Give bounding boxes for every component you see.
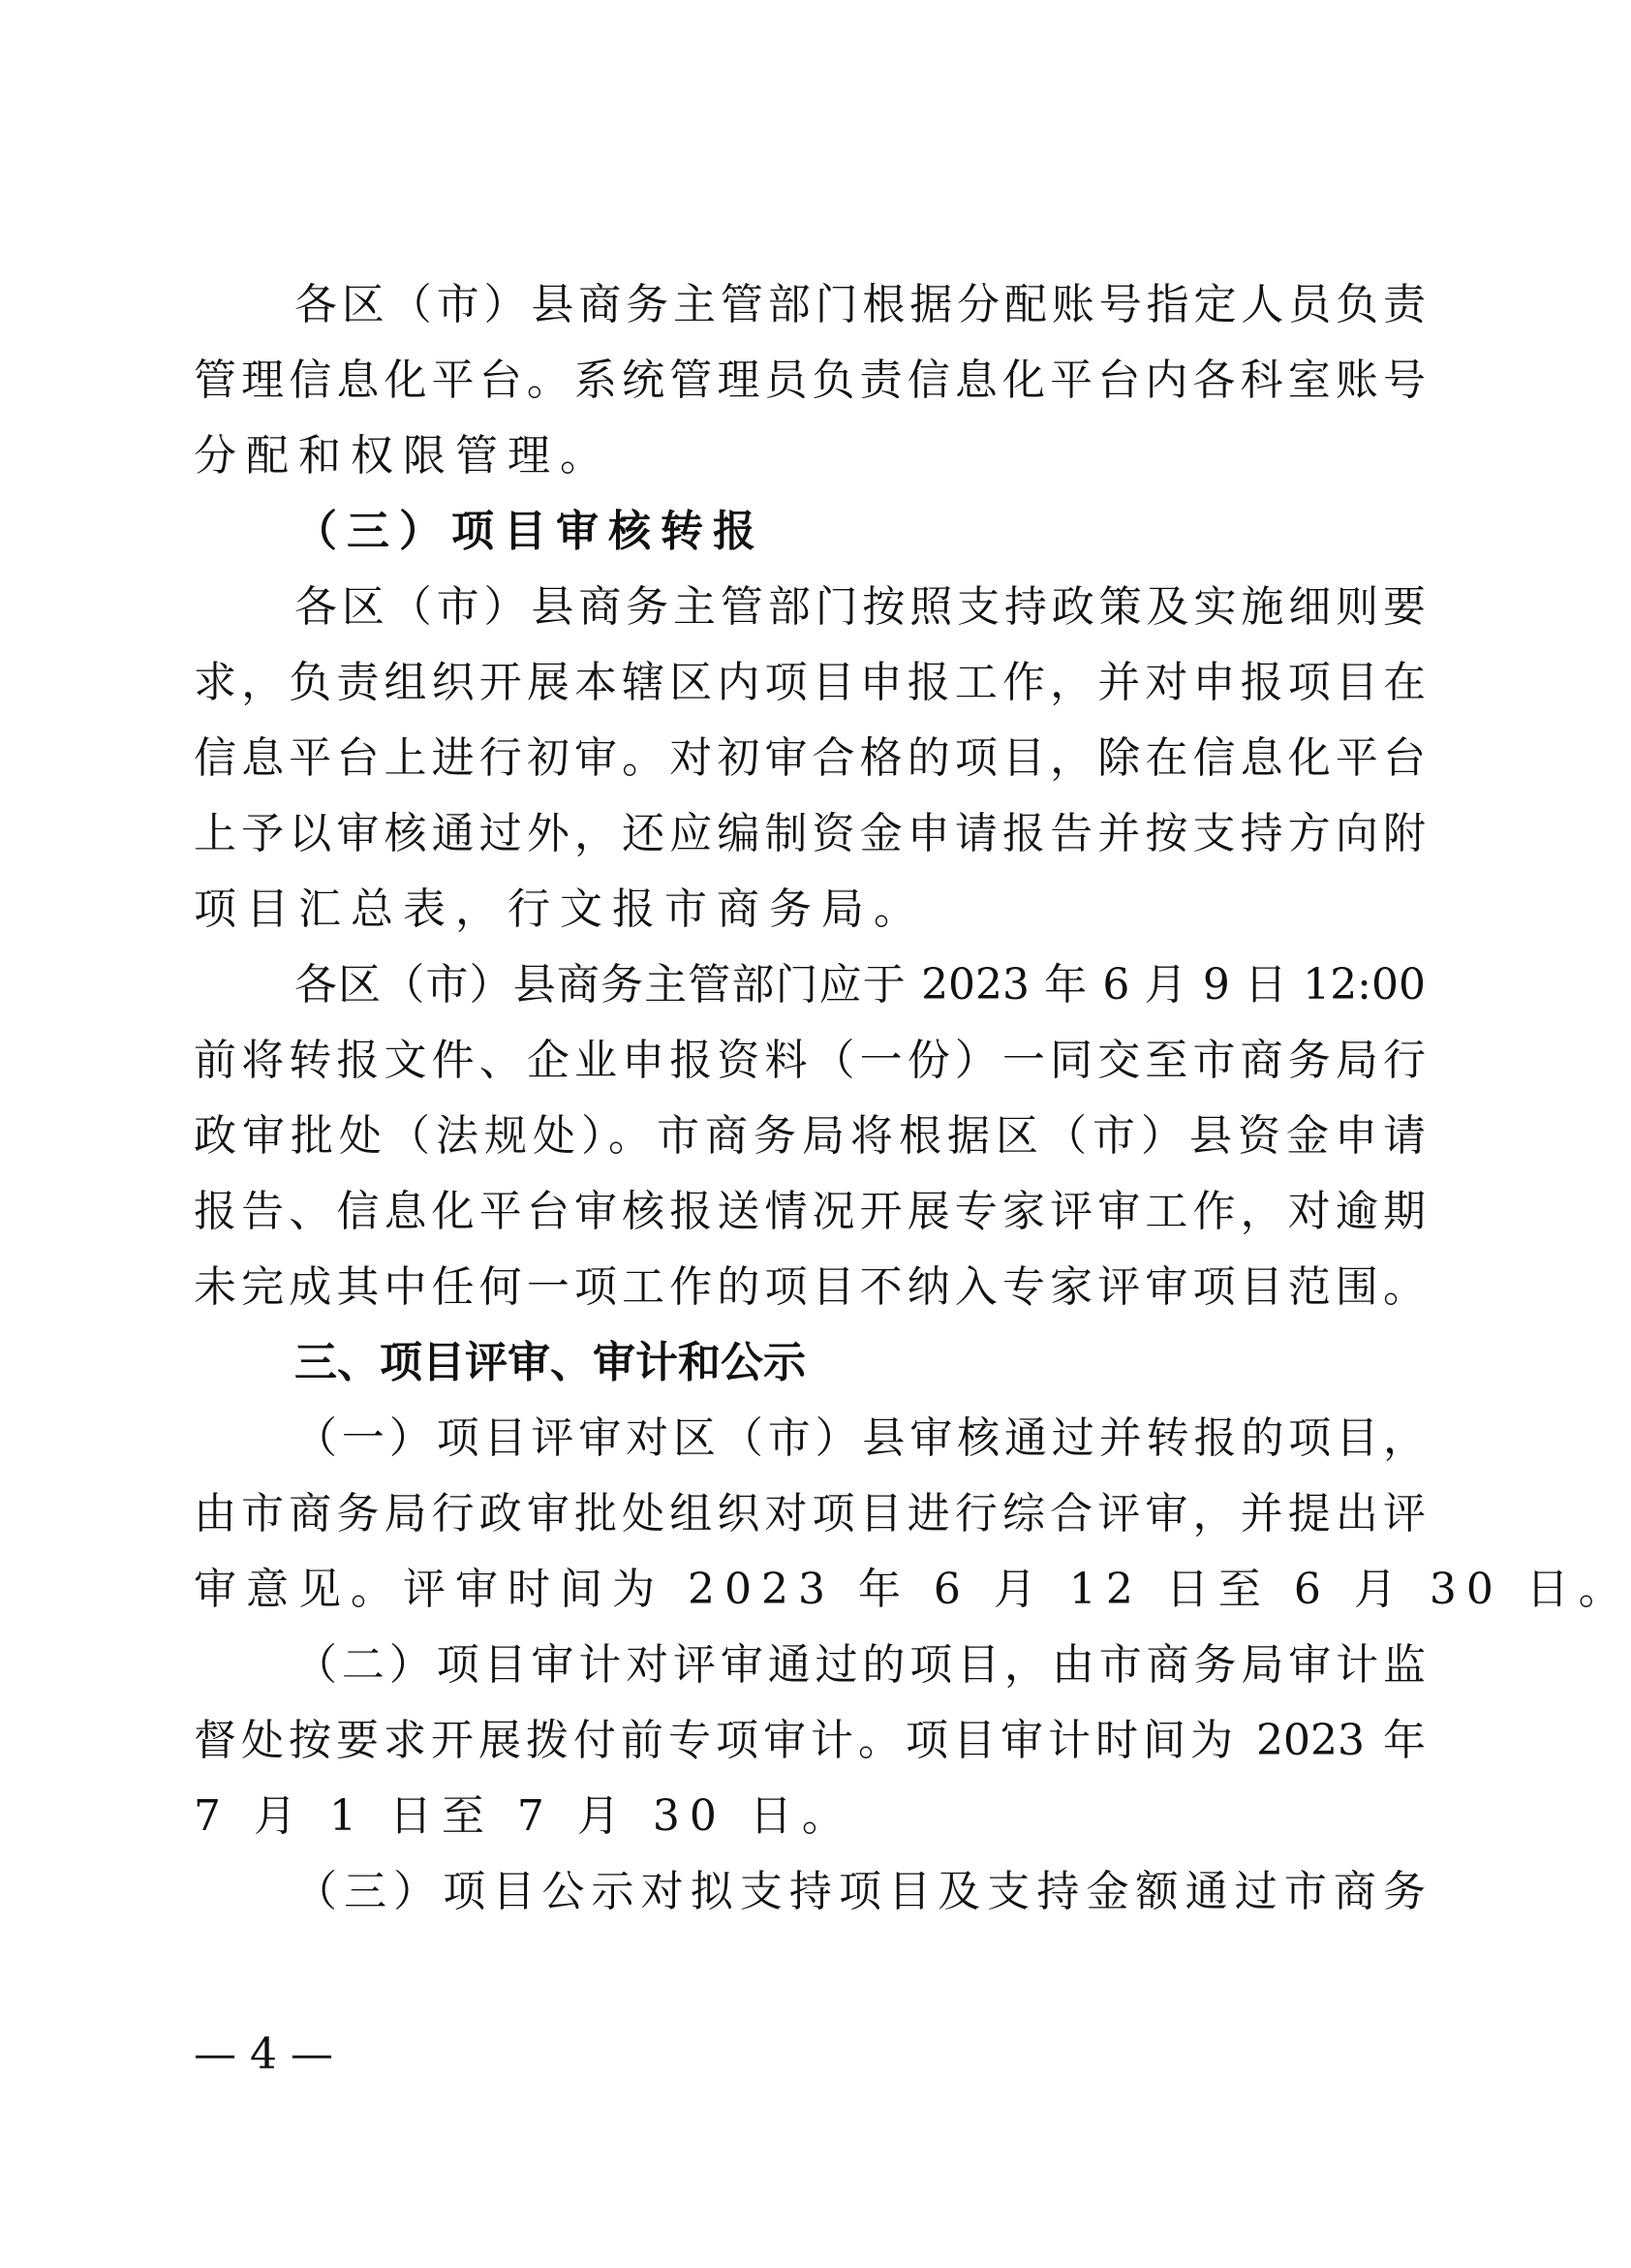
subheading-project-review: （三）项目审核转报 xyxy=(294,507,765,556)
text-line: （三）项目公示对拟支持项目及支持金额通过市商务 xyxy=(294,1867,1426,1916)
text-line: 各区（市）县商务主管部门按照支持政策及实施细则要 xyxy=(294,582,1426,632)
text-line: 报告、信息化平台审核报送情况开展专家评审工作，对逾期 xyxy=(194,1187,1426,1236)
text-line: 7 月 1 日至 7 月 30 日。 xyxy=(194,1791,854,1841)
text-line: 管理信息化平台。系统管理员负责信息化平台内各科室账号 xyxy=(194,356,1426,405)
paragraph-account-management xyxy=(194,267,1426,494)
text-line: 前将转报文件、企业申报资料（一份）一同交至市商务局行 xyxy=(194,1036,1426,1085)
text-line: 各区（市）县商务主管部门应于 2023 年 6 月 9 日 12:00 xyxy=(294,960,1426,1010)
text-line: 上予以审核通过外，还应编制资金申请报告并按支持方向附 xyxy=(194,809,1426,858)
text-line: 审意见。评审时间为 2023 年 6 月 12 日至 6 月 30 日。 xyxy=(194,1565,1631,1614)
text-line: 由市商务局行政审批处组织对项目进行综合评审，并提出评 xyxy=(194,1489,1426,1538)
paragraph-project-evaluation xyxy=(194,1401,1631,1628)
section-heading-review-audit-publicity: 三、项目评审、审计和公示 xyxy=(294,1338,806,1387)
text-line: 督处按要求开展拨付前专项审计。项目审计时间为 2023 年 xyxy=(194,1716,1426,1765)
text-line: （一）项目评审对区（市）县审核通过并转报的项目， xyxy=(294,1414,1426,1463)
paragraph-project-review xyxy=(194,570,1426,948)
text-line: 信息平台上进行初审。对初审合格的项目，除在信息化平台 xyxy=(194,733,1426,783)
paragraph-project-publicity xyxy=(194,1854,1426,1930)
text-line: 求，负责组织开展本辖区内项目申报工作，并对申报项目在 xyxy=(194,658,1426,707)
text-line: 项目汇总表，行文报市商务局。 xyxy=(194,885,926,934)
text-line: （二）项目审计对评审通过的项目，由市商务局审计监 xyxy=(294,1640,1426,1690)
page-body xyxy=(194,267,1631,1930)
text-line: 未完成其中任何一项工作的项目不纳入专家评审项目范围。 xyxy=(194,1262,1426,1312)
paragraph-project-audit xyxy=(194,1628,1426,1854)
text-line: 各区（市）县商务主管部门根据分配账号指定人员负责 xyxy=(294,280,1426,329)
text-line: 政审批处（法规处）。市商务局将根据区（市）县资金申请 xyxy=(194,1111,1426,1161)
paragraph-submission-deadline xyxy=(194,948,1426,1325)
text-line: 分配和权限管理。 xyxy=(194,431,612,481)
page-number: — 4 — xyxy=(194,2030,333,2079)
